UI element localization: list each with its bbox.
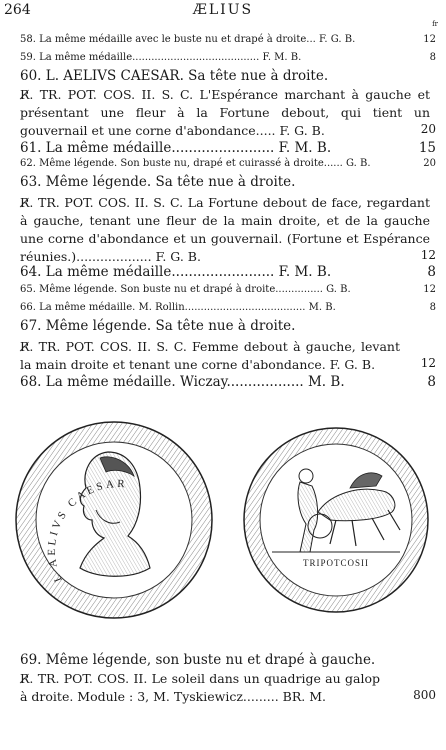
reverse-text: R̸. TR. POT. COS. II. S. C. Femme debout à gauche, levant la main droite et tenant une corne d'abondance. F. G. B. xyxy=(20,339,400,372)
entry-value: 12 xyxy=(420,248,436,262)
entry-text: 66. La même médaille. M. Rollin...................................... M. B. xyxy=(20,302,336,313)
entry-text: 62. Même légende. Son buste nu, drapé et cuirassé à droite...... G. B. xyxy=(20,158,371,169)
reverse-text: R̸. TR. POT. COS. II. S. C. La Fortune debout de face, regardant à gauche, tenant une fleur de la main droite, et de la gauche une corne d'abondance et un gouvernail. (Fortune et Espérance réunies.)................... F. G. B. xyxy=(20,195,430,264)
coin-obverse xyxy=(16,422,212,618)
entry-value: 800 xyxy=(413,688,436,702)
entry-value: 12 xyxy=(420,356,436,370)
obverse-legend: L AELIVS CAESAR xyxy=(46,477,128,584)
reverse-exergue: TRIPOTCOSII xyxy=(302,558,370,568)
entry-value: 20 xyxy=(423,158,436,169)
entry-69-reverse xyxy=(20,670,380,706)
entry-value: 20 xyxy=(420,122,436,136)
entry-text: 64. La même médaille........................ F. M. B. xyxy=(20,264,332,280)
entry-text: 69. Même légende, son buste nu et drapé à gauche. xyxy=(20,652,376,668)
column-mark: fr xyxy=(432,20,438,28)
entry-text: 60. L. AELIVS CAESAR. Sa tête nue à droite. xyxy=(20,68,329,84)
entry-value: 8 xyxy=(429,52,436,63)
entry-value: 12 xyxy=(423,284,436,295)
entry-text: 63. Même légende. Sa tête nue à droite. xyxy=(20,174,296,190)
entry-text: 68. La même médaille. Wiczay.................. M. B. xyxy=(20,374,345,390)
entry-text: 61. La même médaille........................ F. M. B. xyxy=(20,140,332,156)
running-header xyxy=(0,2,446,28)
running-title: ÆLIUS xyxy=(192,2,254,18)
entry-text: 58. La même médaille avec le buste nu et drapé à droite... F. G. B. xyxy=(20,34,356,45)
entry-value: 8 xyxy=(429,302,436,313)
entry-text: 67. Même légende. Sa tête nue à droite. xyxy=(20,318,296,334)
entry-value: 8 xyxy=(427,264,436,280)
entry-63-reverse xyxy=(20,194,430,266)
entry-60-reverse xyxy=(20,86,430,140)
coin-illustration xyxy=(0,402,446,640)
entry-value: 12 xyxy=(423,34,436,45)
entry-value: 15 xyxy=(418,140,436,156)
page-number: 264 xyxy=(4,2,31,18)
reverse-text: R̸. TR. POT. COS. II. S. C. L'Espérance marchant à gauche et présentant une fleur à la Fortune debout, qui tient un gouvernail et une corne d'abondance..... F. G. B. xyxy=(20,87,430,138)
entry-67-reverse xyxy=(20,338,400,374)
entry-text: 65. Même légende. Son buste nu et drapé à droite............... G. B. xyxy=(20,284,351,295)
entry-value: 8 xyxy=(427,374,436,390)
coin-reverse xyxy=(244,428,428,612)
reverse-text: R̸. TR. POT. COS. II. Le soleil dans un quadrige au galop à droite. Module : 3, M. Tyskiewicz......... BR. M. xyxy=(20,671,380,704)
entry-text: 59. La même médaille........................................ F. M. B. xyxy=(20,52,302,63)
